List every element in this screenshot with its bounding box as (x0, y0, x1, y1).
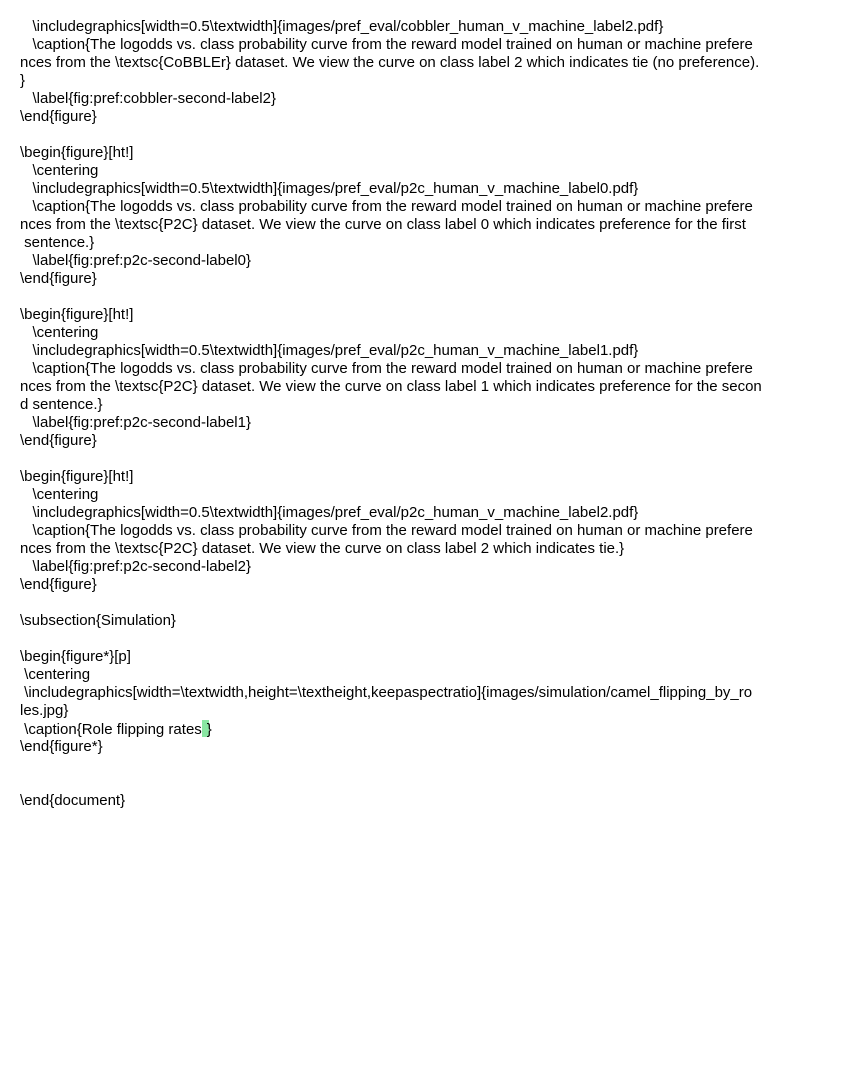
code-text-before-cursor: \caption{Role flipping rates (20, 721, 202, 738)
code-line[interactable]: \label{fig:pref:p2c-second-label1} (20, 414, 251, 431)
code-line[interactable]: \centering (20, 666, 91, 683)
code-line[interactable] (20, 774, 866, 792)
code-line[interactable]: d sentence.} (20, 396, 103, 413)
code-line[interactable]: \end{figure} (20, 108, 97, 125)
code-line[interactable]: \end{figure*} (20, 738, 103, 755)
code-line[interactable]: \begin{figure*}[p] (20, 648, 131, 665)
code-line[interactable] (20, 720, 866, 738)
code-line[interactable]: \includegraphics[width=0.5\textwidth]{images/pref_eval/p2c_human_v_machine_label0.pdf} (20, 180, 639, 197)
code-line[interactable]: } (20, 72, 26, 89)
code-line[interactable]: \caption{The logodds vs. class probability curve from the reward model trained on human or machine prefere (20, 360, 753, 377)
code-line[interactable]: \includegraphics[width=0.5\textwidth]{images/pref_eval/p2c_human_v_machine_label1.pdf} (20, 342, 639, 359)
code-line[interactable]: nces from the \textsc{P2C} dataset. We view the curve on class label 0 which indicates preference for the first (20, 216, 746, 233)
code-line[interactable] (20, 288, 866, 306)
code-line[interactable]: \begin{figure}[ht!] (20, 468, 134, 485)
code-text-after-cursor: } (206, 721, 212, 738)
code-line[interactable]: \includegraphics[width=0.5\textwidth]{images/pref_eval/p2c_human_v_machine_label2.pdf} (20, 504, 639, 521)
editor-lines (20, 18, 866, 810)
code-line[interactable]: nces from the \textsc{P2C} dataset. We view the curve on class label 1 which indicates preference for the secon (20, 378, 762, 395)
code-line[interactable]: \label{fig:pref:cobbler-second-label2} (20, 90, 276, 107)
code-line[interactable]: \label{fig:pref:p2c-second-label2} (20, 558, 251, 575)
code-line[interactable]: nces from the \textsc{P2C} dataset. We view the curve on class label 2 which indicates tie.} (20, 540, 625, 557)
code-line[interactable] (20, 630, 866, 648)
code-line[interactable]: \centering (20, 324, 99, 341)
code-line[interactable] (20, 756, 866, 774)
code-line[interactable]: \subsection{Simulation} (20, 612, 176, 629)
code-line[interactable] (20, 126, 866, 144)
code-line[interactable]: \label{fig:pref:p2c-second-label0} (20, 252, 251, 269)
code-line[interactable]: \end{document} (20, 792, 126, 809)
code-line[interactable]: \begin{figure}[ht!] (20, 306, 134, 323)
code-line[interactable]: les.jpg} (20, 702, 69, 719)
code-line[interactable]: \caption{The logodds vs. class probability curve from the reward model trained on human or machine prefere (20, 36, 753, 53)
code-line[interactable]: \centering (20, 486, 99, 503)
code-line[interactable]: \begin{figure}[ht!] (20, 144, 134, 161)
code-line[interactable]: sentence.} (20, 234, 95, 251)
code-line[interactable]: \centering (20, 162, 99, 179)
code-line[interactable] (20, 594, 866, 612)
code-line[interactable]: \caption{The logodds vs. class probability curve from the reward model trained on human or machine prefere (20, 522, 753, 539)
code-line[interactable]: \end{figure} (20, 576, 97, 593)
code-line[interactable]: \caption{The logodds vs. class probability curve from the reward model trained on human or machine prefere (20, 198, 753, 215)
code-line[interactable] (20, 450, 866, 468)
code-line[interactable]: \end{figure} (20, 432, 97, 449)
code-line[interactable]: \includegraphics[width=0.5\textwidth]{images/pref_eval/cobbler_human_v_machine_label2.pdf} (20, 18, 664, 35)
code-line[interactable]: \end{figure} (20, 270, 97, 287)
code-line[interactable]: nces from the \textsc{CoBBLEr} dataset. We view the curve on class label 2 which indicates tie (no preference). (20, 54, 760, 71)
code-line[interactable]: \includegraphics[width=\textwidth,height=\textheight,keepaspectratio]{images/simulation/camel_flipping_by_ro (20, 684, 753, 701)
